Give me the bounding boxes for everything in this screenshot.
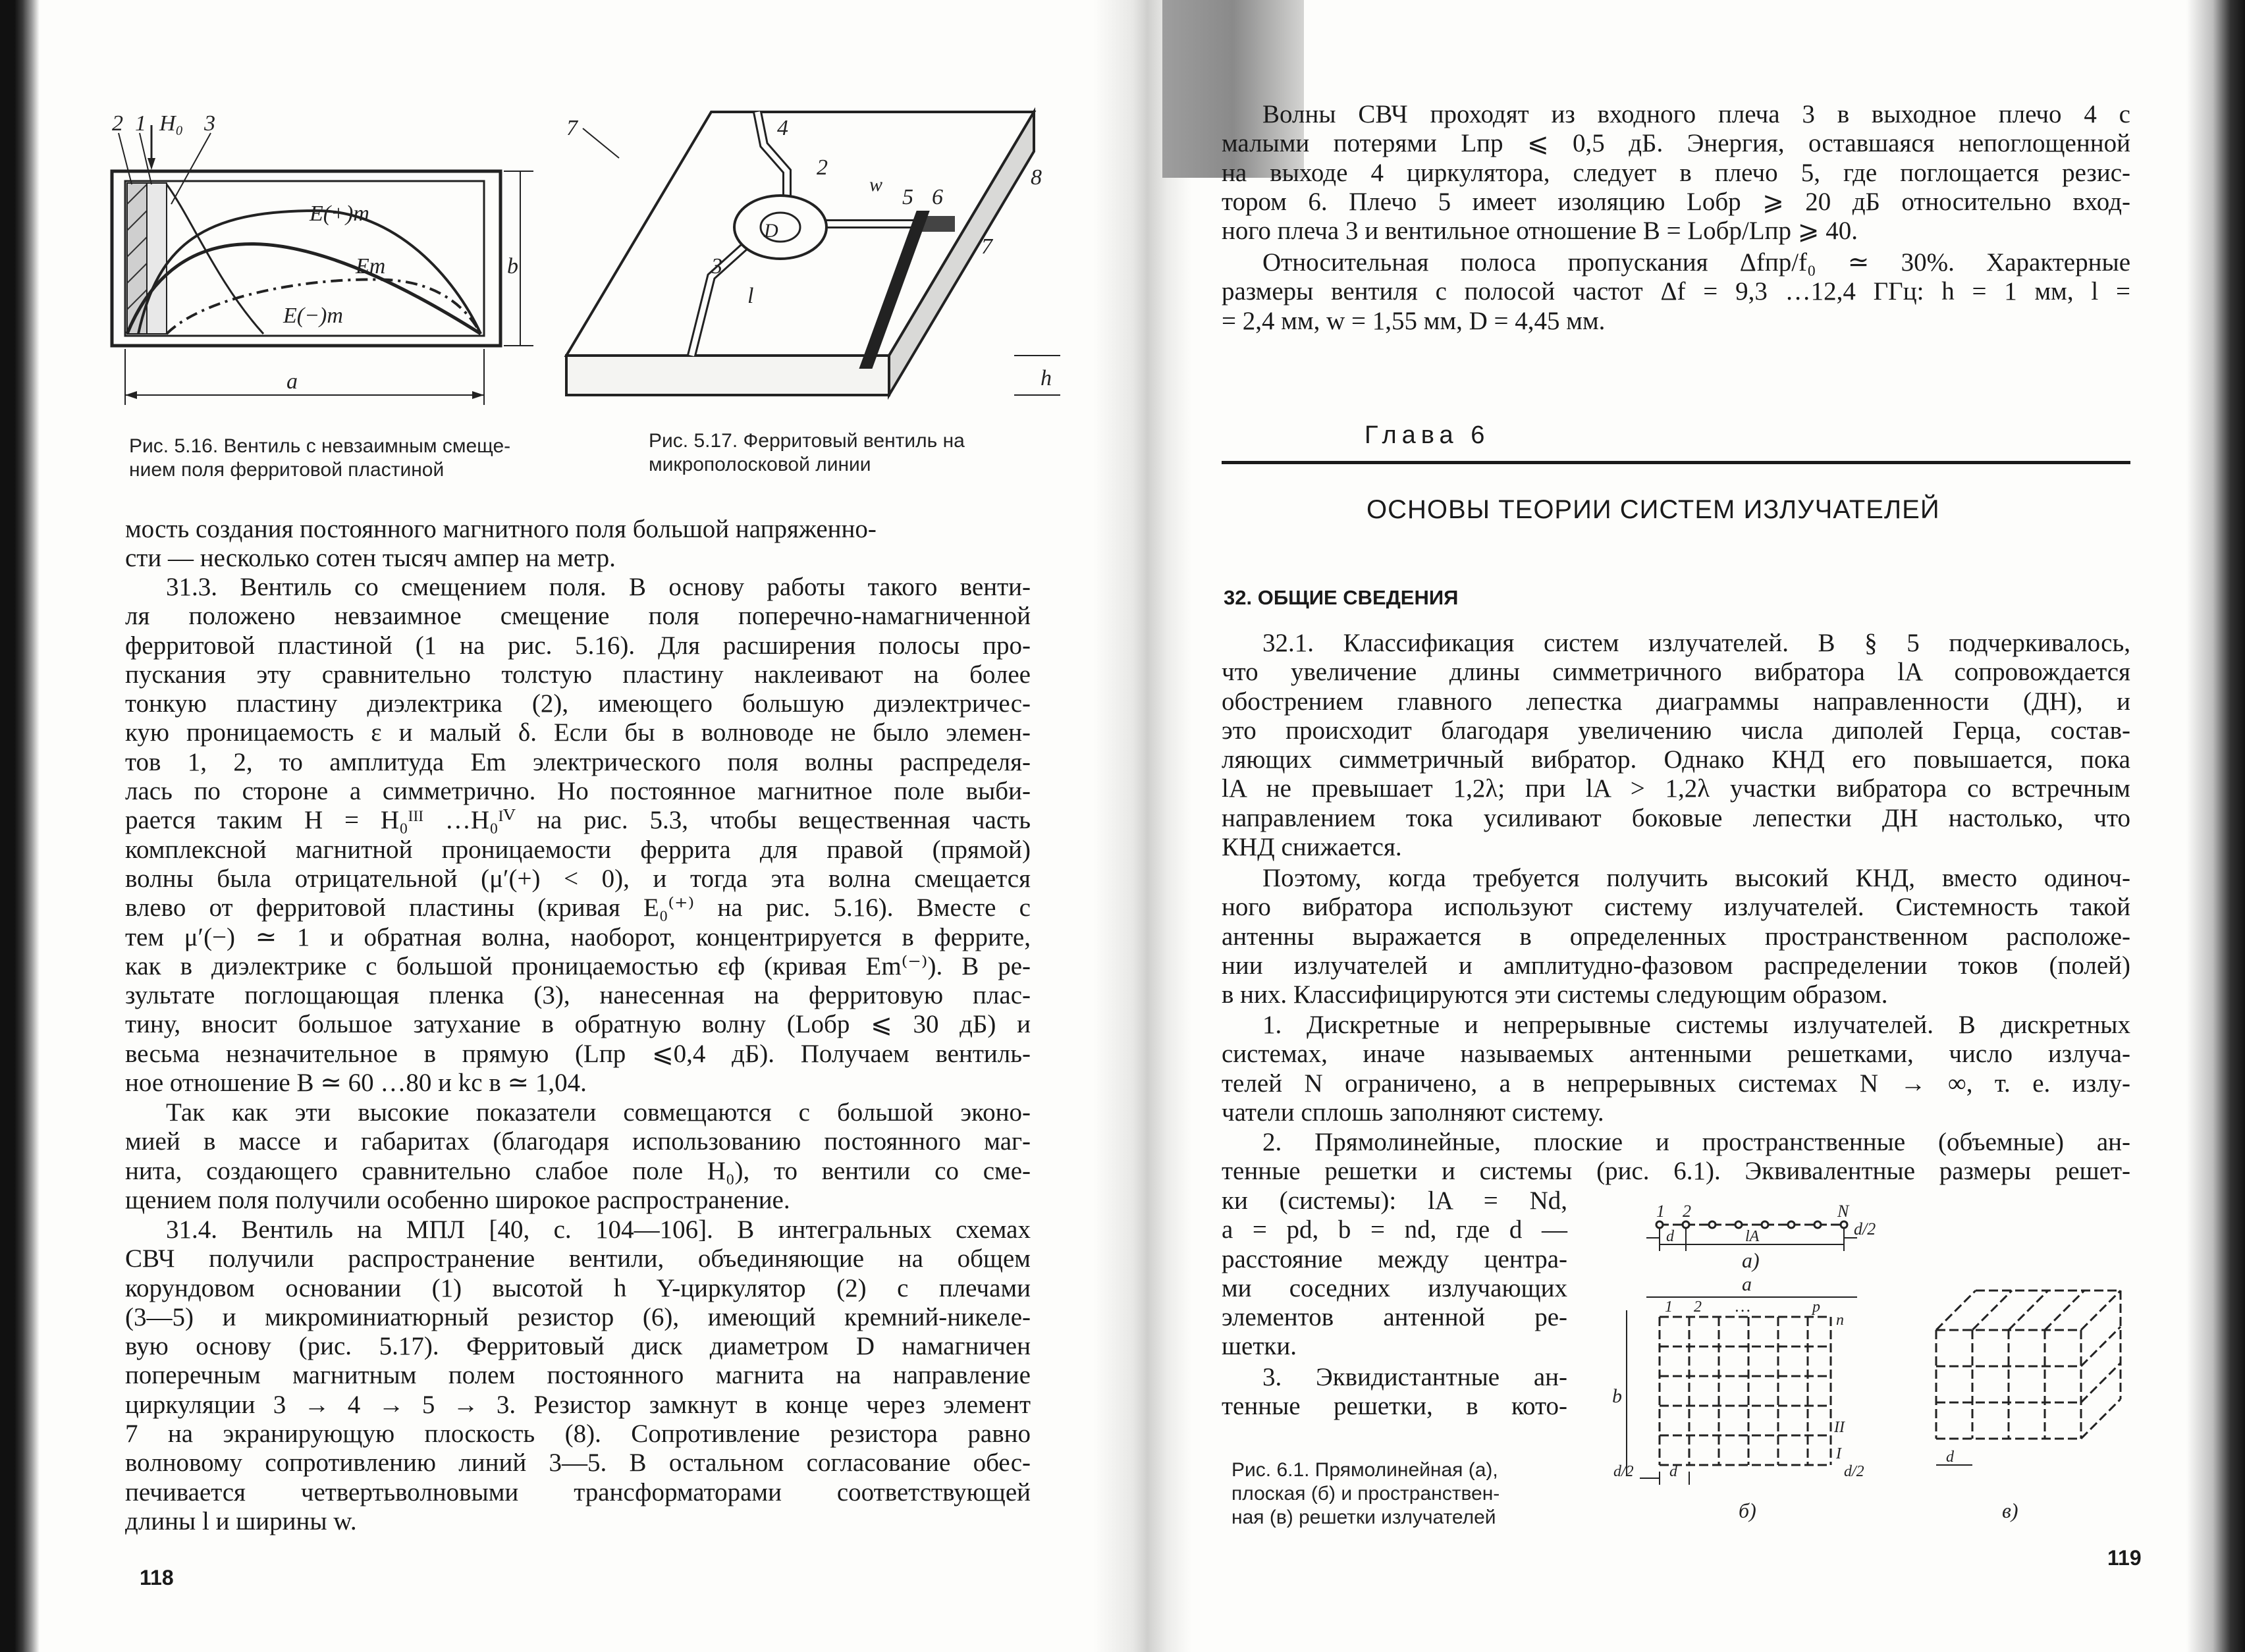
caption-figure-6-1: Рис. 6.1. Прямолинейная (a), плоская (б) и пространствен- ная (в) решетки излучателей [1231,1459,1500,1528]
label-d2-linear: d/2 [1854,1219,1876,1239]
chapter-rule [1222,461,2130,464]
label-dots: … [1735,1296,1751,1316]
label-8: 8 [1031,165,1042,190]
figure-6-1 [1607,1202,2121,1534]
label-n: N [1837,1202,1849,1221]
label-l: l [747,284,754,308]
figure-5-16 [99,112,560,421]
list-item-3: 3. Эквидистантные ан- тенные решетки, в кото- [1222,1363,1567,1421]
chapter-label: Глава 6 [1365,421,1490,449]
label-em-plus: E(+)m [310,201,369,226]
label-w: w [869,174,883,196]
label-d-volumetric: d [1946,1449,1954,1466]
label-5: 5 [902,185,913,209]
label-roman-1: I [1836,1445,1841,1462]
list-item-2: 2. Прямолинейные, плоские и пространственные (объемные) ан- тенные решетки и системы (рис. 6.1). Эквивалентные размеры решет- [1222,1128,2130,1186]
page-number-118: 118 [140,1566,174,1589]
paragraph-31-3: 31.3. Вентиль со смещением поля. В основу работы такого венти- ля положено невзаимное смещение поля поперечно-намагниченной ферритовой пластиной (1 на рис. 5.16). Для расширения полосы про- пускания эту сравнительно толстую пластину наклеивают на более тонкую пластину диэлектрика (2), имеющего большую диэлектричес- кую проницаемость ε и малый δ. Если бы в волноводе не было элемен- тов 1, 2, то амплитуда Em электрического поля волны распределя- лась по стороне a симметрично. Но постоянное магнитное поле выби- рается таким H = H₀ᴵᴵᴵ …H₀ᴵⱽ на рис. 5.3, чтобы вещественная часть комплексной магнитной проницаемости феррита для правой (прямой) волны была отрицательной (μ′(+) < 0), и тогда эта волна смещается влево от ферритовой пластины (кривая E₀⁽⁺⁾ на рис. 5.16). Вместе с тем μ′(−) ≃ 1 и обратная волна, наоборот, концентрируется в феррите, как в диэлектрике с большой проницаемостью εф (кривая Em⁽⁻⁾). В ре- зультате поглощающая пленка (3), нанесенная на ферритовую плас- тину, вносит большое затухание в обратную волну (Lобр ⩽ 30 дБ) и весьма незначительное в прямую (Lпр ⩽0,4 дБ). Получаем вентиль- ное отношение B ≃ 60 …80 и kс в ≃ 1,04. [125,573,1031,1098]
label-7b: 7 [981,234,992,259]
label-sub-b: б) [1739,1499,1756,1522]
list-item-1: 1. Дискретные и непрерывные системы излучателей. В дискретных системах, иначе называемых антенными решетками, число излуча- телей N ограничено, а в непрерывных системах N → ∞, т. е. излу- чатели сплошь заполняют систему. [1222,1011,2130,1127]
label-roman-2: II [1834,1419,1845,1436]
caption-figure-5-16: Рис. 5.16. Вентиль с невзаимным смеще- нием поля ферритовой пластиной [129,435,511,481]
label-b: b [507,254,518,279]
label-la: lA [1745,1228,1760,1245]
list-item-2-continued: ки (системы): lA = Nd, a = pd, b = nd, где d — расстояние между центра- ми соседних излучающих элементов антенной ре- шетки. [1222,1186,1567,1361]
paragraph-continued: мость создания постоянного магнитного поля большой напряженно- сти — несколько сотен тысяч ампер на метр. [125,515,877,573]
caption-figure-5-17: Рис. 5.17. Ферритовый вентиль на микрополосковой линии [649,430,965,475]
label-6: 6 [932,185,943,209]
label-1: 1 [135,111,146,136]
label-d-linear: d [1666,1228,1674,1245]
label-d2-planar-left: d/2 [1613,1463,1634,1480]
label-7a: 7 [566,116,578,140]
label-3: 3 [711,254,722,279]
paragraph-advantages: Так как эти высокие показатели совмещаются с большой эконо- мией в массе и габаритах (благодаря использованию постоянного маг- нита, создающего сравнительно слабое поле H₀), то вентили со сме- щением поля получили особенно широкое распространение. [125,1098,1031,1214]
label-3: 3 [204,111,215,136]
label-2-planar: 2 [1694,1298,1702,1316]
page-number-119: 119 [2107,1546,2142,1570]
label-2: 2 [1683,1202,1691,1221]
paragraph-system: Поэтому, когда требуется получить высокий КНД, вместо одиноч- ного вибратора используют систему излучателей. Системность такой антенны выражается в определенных пространственном расположе- нии излучателей и амплитудно-фазовом распределении токов (полей) в них. Классифицируются эти системы следующим образом. [1222,864,2130,1009]
label-b-planar: b [1612,1385,1622,1407]
label-h: h [1041,366,1052,390]
section-title: 32. ОБЩИЕ СВЕДЕНИЯ [1224,586,1459,609]
label-d: D [764,220,778,242]
label-em-minus: E(−)m [283,304,343,328]
book-gutter [1093,0,1192,1652]
label-2: 2 [112,111,123,136]
label-d-planar: d [1669,1463,1677,1480]
label-d2-planar-right: d/2 [1844,1463,1864,1480]
label-1: 1 [1656,1202,1665,1221]
paragraph-31-4: 31.4. Вентиль на МПЛ [40, с. 104—106]. В интегральных схемах СВЧ получили распространение вентили, объединяющие на общем корундовом основании (1) высотой h Y-циркулятор (2) с плечами (3—5) и микроминиатюрный резистор (6), имеющий кремний-никеле- вую основу (рис. 5.17). Ферритовый диск диаметром D намагничен поперечным магнитным полем постоянного магнита на направление циркуляции 3 → 4 → 5 → 3. Резистор замкнут в конце через элемент 7 на экранирующую плоскость (8). Сопротивление резистора равно волновому сопротивлению линий 3—5. В остальном согласование обес- печивается четвертьволновыми трансформаторами соответствующей длины l и ширины w. [125,1215,1031,1535]
paragraph-bandwidth: Относительная полоса пропускания Δfпр/f₀ ≃ 30%. Характерные размеры вентиля с полосой частот Δf = 9,3 …12,4 ГГц: h = 1 мм, l = = 2,4 мм, w = 1,55 мм, D = 4,45 мм. [1222,248,2130,335]
label-a-planar: a [1742,1273,1752,1295]
label-sub-a: а) [1742,1248,1760,1272]
label-h0: H₀ [159,111,184,136]
label-a: a [286,369,298,394]
label-p: p [1812,1298,1820,1316]
paragraph-32-1: 32.1. Классификация систем излучателей. В § 5 подчеркивалось, что увеличение длины симметричного вибратора lA сопровождается обострением главного лепестка диаграммы направленности (ДН), и это происходит благодаря увеличению числа диполей Герца, состав- ляющих симметричный вибратор. Однако КНД его повышается, пока lA не превышает 1,2λ; при lA > 1,2λ участки вибратора со встречным направлением тока усиливают боковые лепестки ДН настолько, что КНД снижается. [1222,629,2130,862]
book-binding-shadow-left [0,0,40,1652]
figure-5-17 [560,105,1054,415]
label-1-planar: 1 [1665,1298,1673,1316]
label-4: 4 [777,116,788,140]
chapter-title: ОСНОВЫ ТЕОРИИ СИСТЕМ ИЗЛУЧАТЕЛЕЙ [1366,495,1940,524]
paragraph-waves: Волны СВЧ проходят из входного плеча 3 в выходное плечо 4 с малыми потерями Lпр ⩽ 0,5 дБ. Энергия, оставшаяся непоглощенной на выходе 4 циркулятора, следует в плечо 5, где поглощается резис- тором 6. Плечо 5 имеет изоляцию Lобр ⩾ 20 дБ относительно вход- ного плеча 3 и вентильное отношение B = Lобр/Lпр ⩾ 40. [1222,100,2130,246]
label-sub-v: в) [2002,1499,2018,1522]
label-2: 2 [817,155,828,180]
book-binding-shadow-right [2186,0,2245,1652]
label-em: Em [356,254,386,279]
label-n-rows: n [1836,1312,1844,1329]
